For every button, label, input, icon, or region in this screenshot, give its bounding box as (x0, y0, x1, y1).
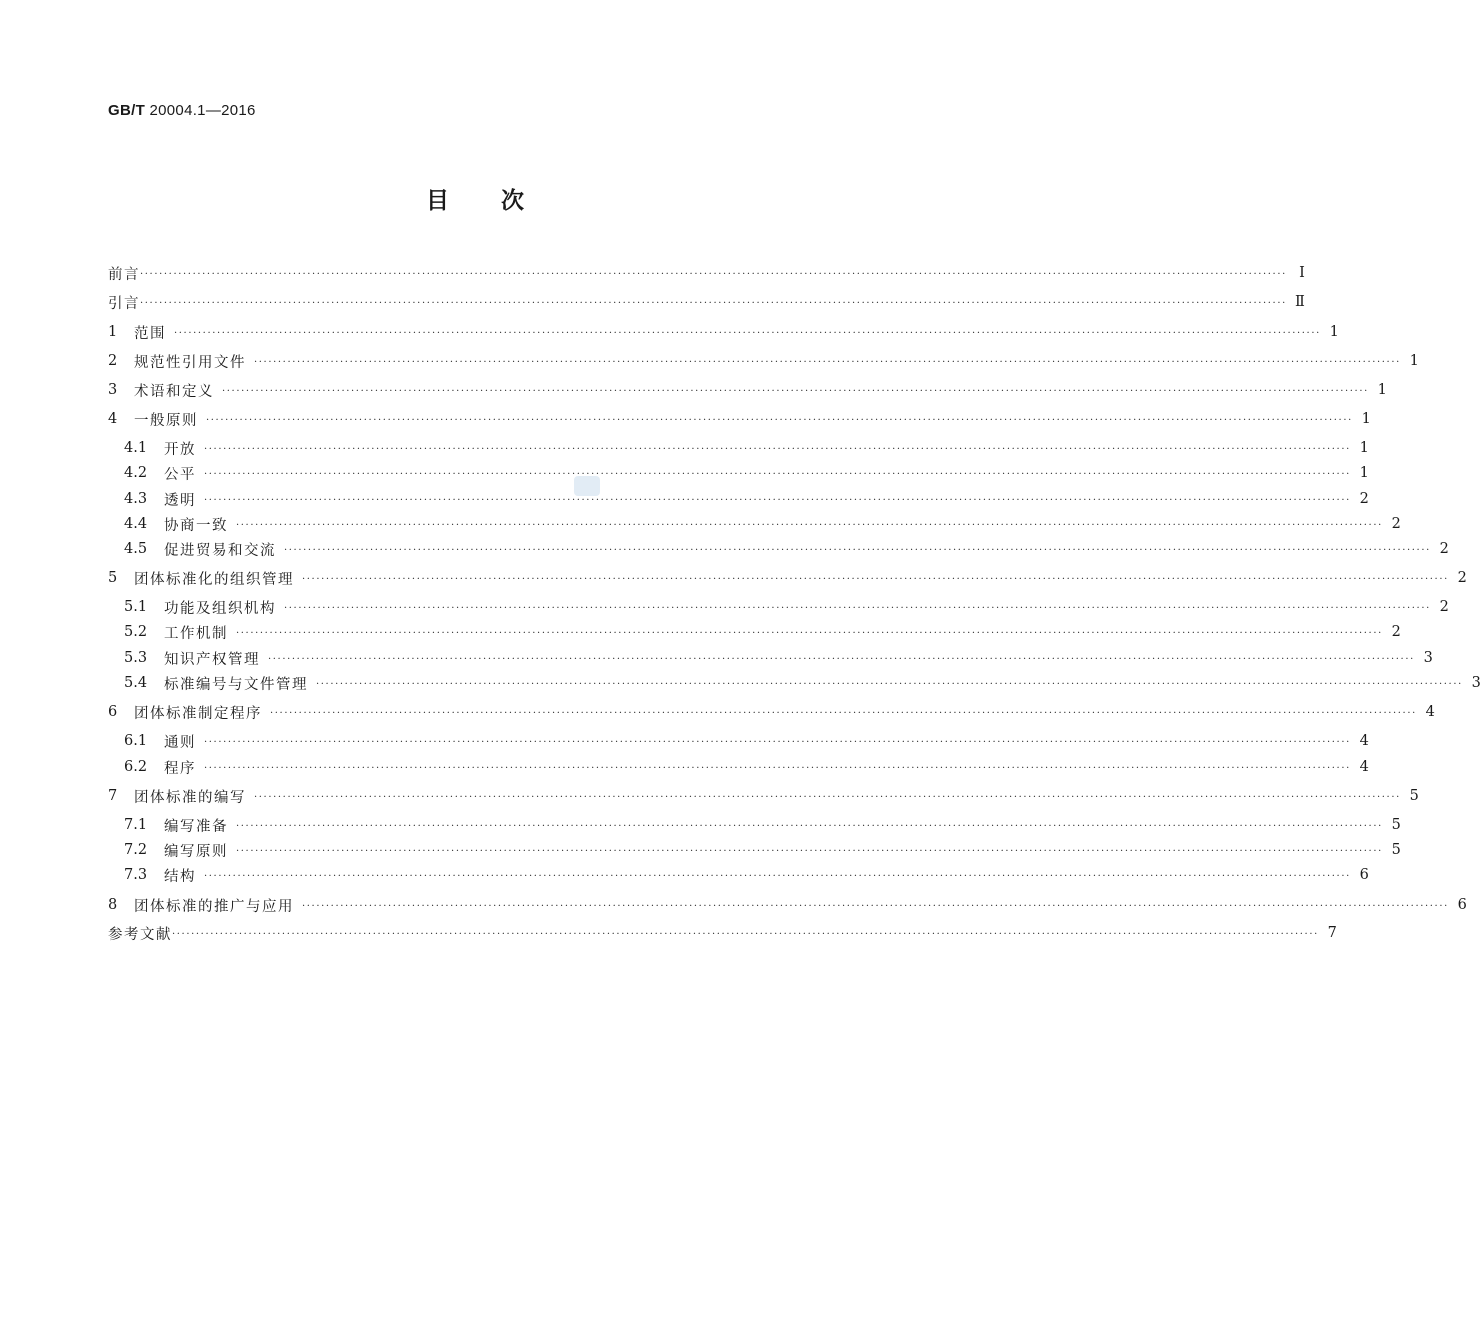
toc-entry-label: 参考文献 (108, 926, 172, 943)
toc-entry-label: 工作机制 (164, 625, 228, 642)
toc-entry-number: 6.2 (124, 759, 148, 775)
toc-dot-leader: ················································································································································································································································ (204, 762, 1351, 774)
toc-entry[interactable] (108, 894, 1467, 916)
toc-entry-number: 5.4 (124, 675, 148, 691)
toc-entry[interactable] (108, 785, 1419, 807)
toc-entry-number: 3 (108, 382, 118, 398)
toc-dot-leader: ················································································································································································································································ (204, 494, 1351, 506)
toc-entry-page-number: 7 (1327, 925, 1337, 941)
toc-dot-leader: ················································································································································································································································ (204, 870, 1351, 882)
toc-entry-page-number: 2 (1439, 599, 1449, 615)
standard-number: 20004.1—2016 (149, 102, 256, 119)
toc-dot-leader: ················································································································································································································································ (206, 414, 1353, 426)
toc-entry[interactable] (124, 462, 1369, 484)
toc-entry-label: 团体标准的编写 (134, 789, 246, 806)
toc-entry-label: 引言 (108, 295, 140, 312)
toc-dot-leader: ················································································································································································································································ (236, 820, 1383, 832)
toc-entry[interactable] (124, 488, 1369, 510)
toc-entry-page-number: 2 (1359, 491, 1369, 507)
toc-dot-leader: ················································································································································································································································ (268, 653, 1415, 665)
toc-entry-page-number: 1 (1329, 324, 1339, 340)
toc-dot-leader: ················································································································································································································································ (204, 443, 1351, 455)
toc-entry-page-number: 1 (1377, 382, 1387, 398)
toc-entry-number: 6 (108, 704, 118, 720)
toc-entry-label: 标准编号与文件管理 (164, 676, 308, 693)
toc-entry[interactable] (108, 701, 1435, 723)
standard-code: GB/T (108, 102, 146, 119)
toc-entry-label: 程序 (164, 760, 196, 777)
toc-entry-label: 编写准备 (164, 818, 228, 835)
toc-entry[interactable] (124, 730, 1369, 752)
toc-entry-page-number: 4 (1359, 759, 1369, 775)
toc-entry-number: 4 (108, 411, 118, 427)
toc-dot-leader: ················································································································································································································································ (284, 602, 1431, 614)
toc-dot-leader: ················································································································································································································································ (254, 791, 1401, 803)
toc-entry-number: 4.5 (124, 541, 148, 557)
toc-dot-leader: ················································································································································································································································ (140, 297, 1287, 309)
toc-entry[interactable] (124, 756, 1369, 778)
toc-entry-label: 协商一致 (164, 517, 228, 534)
toc-entry-number: 1 (108, 324, 118, 340)
toc-entry-number: 8 (108, 897, 118, 913)
toc-entry-page-number: 4 (1425, 704, 1435, 720)
toc-entry-page-number: 1 (1409, 353, 1419, 369)
toc-dot-leader: ················································································································································································································································ (236, 627, 1383, 639)
toc-entry-number: 7.2 (124, 842, 148, 858)
toc-entry[interactable] (124, 621, 1401, 643)
toc-entry-label: 一般原则 (134, 412, 198, 429)
toc-dot-leader: ················································································································································································································································ (302, 573, 1449, 585)
toc-entry-page-number: 3 (1423, 650, 1433, 666)
toc-dot-leader: ················································································································································································································································ (316, 678, 1463, 690)
toc-entry-page-number: 5 (1409, 788, 1419, 804)
toc-entry-number: 6.1 (124, 733, 148, 749)
toc-entry-label: 团体标准的推广与应用 (134, 898, 294, 915)
toc-entry-page-number: 5 (1391, 842, 1401, 858)
toc-entry-number: 7 (108, 788, 118, 804)
toc-entry-number: 5.1 (124, 599, 148, 615)
toc-entry-page-number: 2 (1391, 516, 1401, 532)
toc-entry[interactable] (124, 513, 1401, 535)
toc-entry-page-number: 6 (1457, 897, 1467, 913)
toc-entry-page-number: 1 (1361, 411, 1371, 427)
toc-entry-page-number: 6 (1359, 867, 1369, 883)
toc-entry[interactable] (124, 647, 1433, 669)
toc-entry[interactable] (108, 291, 1305, 313)
toc-dot-leader: ················································································································································································································································ (284, 544, 1431, 556)
toc-title-char-1: 目 (426, 188, 449, 214)
toc-dot-leader: ················································································································································································································································ (222, 385, 1369, 397)
toc-dot-leader: ················································································································································································································································ (254, 356, 1401, 368)
toc-dot-leader: ················································································································································································································································ (236, 845, 1383, 857)
toc-entry[interactable] (108, 567, 1467, 589)
toc-dot-leader: ················································································································································································································································ (236, 519, 1383, 531)
toc-title-char-2: 次 (501, 188, 524, 214)
toc-dot-leader: ················································································································································································································································ (174, 327, 1321, 339)
toc-entry[interactable] (124, 839, 1401, 861)
toc-entry[interactable] (124, 596, 1449, 618)
toc-dot-leader: ················································································································································································································································ (270, 707, 1417, 719)
toc-entry-label: 规范性引用文件 (134, 354, 246, 371)
table-of-contents (108, 0, 1481, 1342)
toc-entry[interactable] (124, 814, 1401, 836)
toc-entry-number: 4.4 (124, 516, 148, 532)
toc-entry[interactable] (108, 408, 1371, 430)
toc-entry[interactable] (108, 922, 1337, 944)
toc-entry[interactable] (124, 437, 1369, 459)
toc-entry-number: 5.2 (124, 624, 148, 640)
toc-entry-label: 团体标准制定程序 (134, 705, 262, 722)
toc-entry-label: 通则 (164, 734, 196, 751)
toc-entry-number: 7.1 (124, 817, 148, 833)
toc-entry-page-number: 2 (1457, 570, 1467, 586)
toc-entry-page-number: Ⅱ (1295, 294, 1305, 310)
toc-entry-page-number: Ⅰ (1299, 265, 1305, 281)
toc-entry-label: 编写原则 (164, 843, 228, 860)
toc-entry-number: 2 (108, 353, 118, 369)
toc-entry[interactable] (124, 672, 1481, 694)
toc-entry[interactable] (124, 538, 1449, 560)
toc-entry-label: 公平 (164, 466, 196, 483)
toc-entry-page-number: 4 (1359, 733, 1369, 749)
toc-entry-label: 开放 (164, 441, 196, 458)
toc-entry-label: 知识产权管理 (164, 651, 260, 668)
toc-entry-page-number: 2 (1391, 624, 1401, 640)
toc-entry-label: 促进贸易和交流 (164, 542, 276, 559)
toc-entry-page-number: 1 (1359, 440, 1369, 456)
toc-entry[interactable] (108, 262, 1305, 284)
toc-entry-number: 5.3 (124, 650, 148, 666)
toc-dot-leader: ················································································································································································································································ (204, 468, 1351, 480)
toc-entry[interactable] (108, 321, 1339, 343)
toc-entry-label: 结构 (164, 868, 196, 885)
toc-dot-leader: ················································································································································································································································ (140, 268, 1287, 280)
toc-entry-number: 4.2 (124, 465, 148, 481)
toc-entry[interactable] (124, 864, 1369, 886)
toc-entry-label: 前言 (108, 266, 140, 283)
toc-entry-label: 透明 (164, 492, 196, 509)
toc-entry-number: 5 (108, 570, 118, 586)
toc-entry-page-number: 2 (1439, 541, 1449, 557)
toc-entry-label: 范围 (134, 325, 166, 342)
toc-entry[interactable] (108, 379, 1387, 401)
toc-entry-number: 4.1 (124, 440, 148, 456)
toc-entry-number: 7.3 (124, 867, 148, 883)
toc-entry-label: 功能及组织机构 (164, 600, 276, 617)
toc-entry-label: 团体标准化的组织管理 (134, 571, 294, 588)
toc-dot-leader: ················································································································································································································································ (172, 928, 1319, 940)
toc-entry-page-number: 1 (1359, 465, 1369, 481)
toc-entry-page-number: 3 (1471, 675, 1481, 691)
toc-entry-number: 4.3 (124, 491, 148, 507)
toc-entry-page-number: 5 (1391, 817, 1401, 833)
toc-entry[interactable] (108, 350, 1419, 372)
toc-dot-leader: ················································································································································································································································ (204, 736, 1351, 748)
toc-entry-label: 术语和定义 (134, 383, 214, 400)
toc-dot-leader: ················································································································································································································································ (302, 900, 1449, 912)
